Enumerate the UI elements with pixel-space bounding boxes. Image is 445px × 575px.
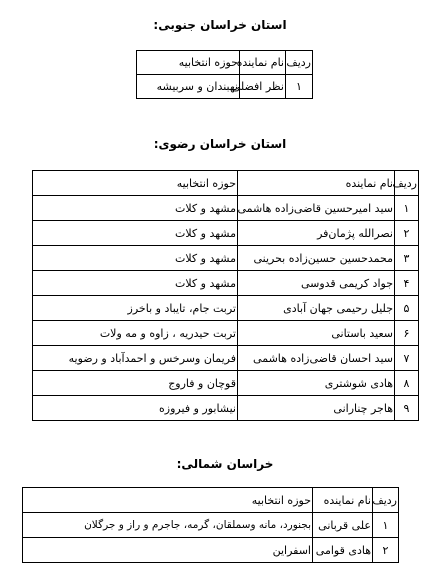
table-row: [23, 513, 399, 538]
table-row: [33, 346, 419, 371]
constituency: قوچان و فاروج: [33, 371, 238, 396]
representative-name: هاجر چنارانی: [238, 396, 395, 421]
constituency: بجنورد، مانه وسملقان، گرمه، جاجرم و راز و جرگلان: [23, 513, 313, 538]
table-row: [33, 396, 419, 421]
table-row: [33, 196, 419, 221]
representative-name: سعید باستانی: [238, 321, 395, 346]
north-khorasan-table: [22, 487, 399, 563]
header-row-number: ردیف: [373, 488, 399, 513]
constituency: مشهد و کلات: [33, 196, 238, 221]
header-row-number: ردیف: [286, 51, 313, 75]
representative-name: نصرالله پژمان‌فر: [238, 221, 395, 246]
row-number: ۱: [286, 75, 313, 99]
representative-name: هادی شوشتری: [238, 371, 395, 396]
header-row-number: ردیف: [395, 171, 419, 196]
header-constituency: حوزه انتخابیه: [33, 171, 238, 196]
table-row: [33, 296, 419, 321]
table-header-row: [33, 171, 419, 196]
row-number: ۵: [395, 296, 419, 321]
table-row: [33, 321, 419, 346]
representative-name: جلیل رحیمی جهان آبادی: [238, 296, 395, 321]
representative-name: علی قربانی: [313, 513, 373, 538]
representative-name: محمدحسین حسین‌زاده بحرینی: [238, 246, 395, 271]
row-number: ۲: [373, 538, 399, 563]
row-number: ۸: [395, 371, 419, 396]
south-khorasan-heading: استان خراسان جنوبی:: [153, 18, 287, 32]
header-representative: نام نماینده: [240, 51, 286, 75]
row-number: ۲: [395, 221, 419, 246]
header-representative: نام نماینده: [238, 171, 395, 196]
table-row: [33, 371, 419, 396]
table-row: [33, 271, 419, 296]
north-khorasan-heading: خراسان شمالی:: [176, 457, 274, 471]
constituency: نیشابور و فیروزه: [33, 396, 238, 421]
constituency: مشهد و کلات: [33, 221, 238, 246]
row-number: ۴: [395, 271, 419, 296]
south-khorasan-table: [136, 50, 313, 99]
table-row: [23, 538, 399, 563]
constituency: فریمان وسرخس و احمدآباد و رضویه: [33, 346, 238, 371]
razavi-khorasan-table: [32, 170, 419, 421]
header-representative: نام نماینده: [313, 488, 373, 513]
representative-name: جواد کریمی قدوسی: [238, 271, 395, 296]
row-number: ۶: [395, 321, 419, 346]
header-constituency: حوزه انتخابیه: [23, 488, 313, 513]
constituency: نهبندان و سربیشه: [137, 75, 240, 99]
constituency: تربت حیدریه ، زاوه و مه ولات: [33, 321, 238, 346]
row-number: ۱: [373, 513, 399, 538]
constituency: اسفراین: [23, 538, 313, 563]
table-header-row: [137, 51, 313, 75]
constituency: مشهد و کلات: [33, 246, 238, 271]
table-header-row: [23, 488, 399, 513]
constituency: تربت جام، تایباد و باخرز: [33, 296, 238, 321]
row-number: ۷: [395, 346, 419, 371]
table-row: [137, 75, 313, 99]
representative-name: هادی قوامی: [313, 538, 373, 563]
header-constituency: حوزه انتخابیه: [137, 51, 240, 75]
representative-name: نظر افضلی: [240, 75, 286, 99]
row-number: ۱: [395, 196, 419, 221]
representative-name: سید احسان قاضی‌زاده هاشمی: [238, 346, 395, 371]
table-row: [33, 221, 419, 246]
constituency: مشهد و کلات: [33, 271, 238, 296]
row-number: ۳: [395, 246, 419, 271]
representative-name: سید امیرحسین قاضی‌زاده هاشمی: [238, 196, 395, 221]
table-row: [33, 246, 419, 271]
razavi-khorasan-heading: استان خراسان رضوی:: [153, 137, 287, 151]
row-number: ۹: [395, 396, 419, 421]
